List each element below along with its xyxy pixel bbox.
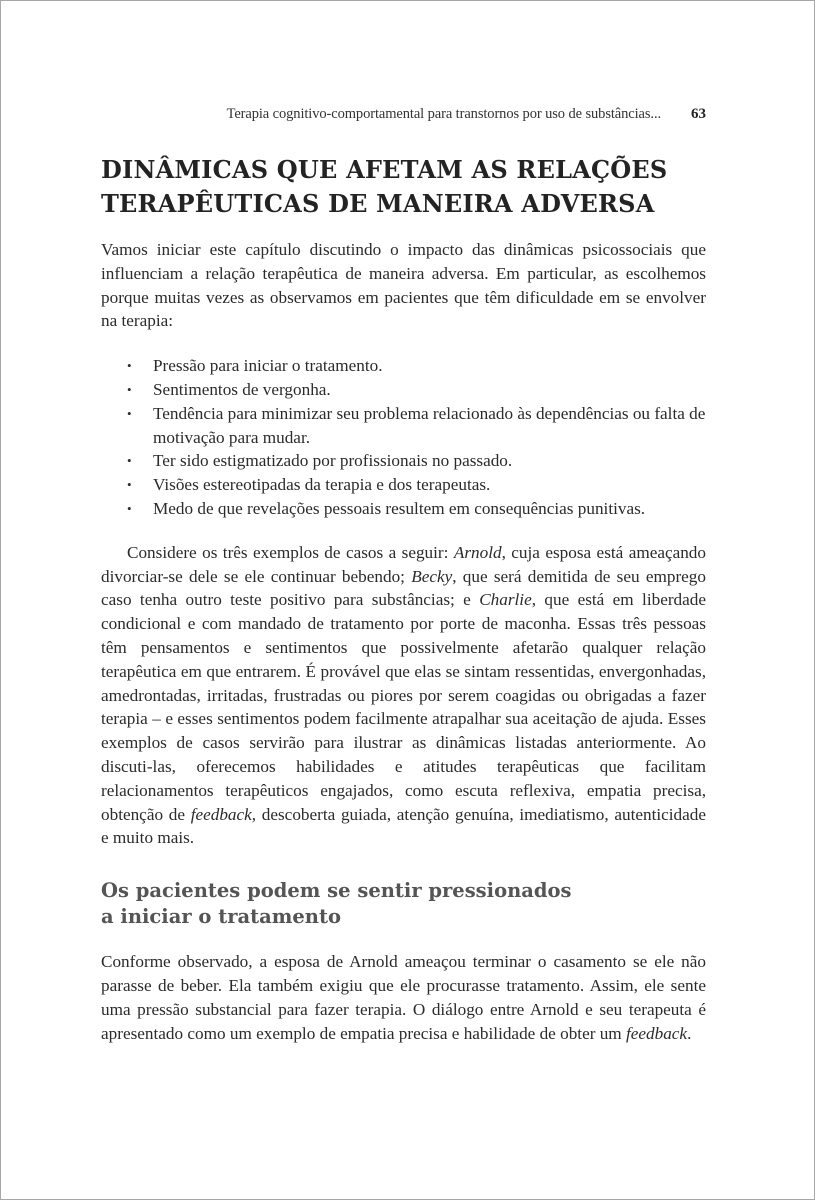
case-examples-paragraph [101, 541, 706, 850]
heading-line-1: DINÂMICAS QUE AFETAM AS RELAÇÕES [101, 155, 668, 184]
text-run: , descoberta guiada, atenção genuína, imediatismo, autenticidade e muito mais. [101, 804, 706, 848]
bullet-icon: • [127, 405, 132, 421]
bullet-icon: • [127, 453, 132, 469]
italic-term-feedback: feedback [625, 1023, 688, 1043]
bullet-icon: • [127, 500, 132, 516]
case-name-charlie: Charlie [479, 590, 532, 610]
list-item-text: Medo de que revelações pessoais resultem em consequências punitivas. [153, 498, 646, 518]
text-run: , que será demitida de seu emprego caso tenha outro teste positivo para substâncias; e [101, 566, 706, 610]
bullet-icon: • [127, 358, 132, 374]
text-run: . [687, 1023, 692, 1043]
list-item-text: Tendência para minimizar seu problema relacionado às dependências ou falta de motivação para mudar. [153, 403, 706, 447]
case-name-becky: Becky [411, 566, 453, 586]
list-item [101, 378, 706, 402]
case-name-arnold: Arnold [453, 542, 502, 562]
running-head [101, 106, 706, 123]
list-item [101, 449, 706, 473]
heading-line-2: TERAPÊUTICAS DE MANEIRA ADVERSA [101, 189, 655, 218]
page-number: 63 [691, 106, 706, 122]
list-item-text: Ter sido estigmatizado por profissionais no passado. [153, 451, 513, 471]
bullet-icon: • [127, 381, 132, 397]
text-run: , cuja esposa está ameaçando divorciar-se dele se ele continuar bebendo; [101, 542, 706, 586]
list-item-text: Visões estereotipadas da terapia e dos terapeutas. [153, 475, 491, 495]
list-item-text: Pressão para iniciar o tratamento. [153, 356, 383, 376]
subsection-heading [101, 878, 706, 930]
text-run: , que está em liberdade condicional e com mandado de tratamento por porte de maconha. Essas três pessoas têm pensamentos e sentimentos que possivelmente afetarão qualquer relação terapêutica em que entrarem. É provável que elas se sintam ressentidas, envergonhadas, amedrontadas, irritadas, frustradas ou piores por serem coagidas ou obrigadas a fazer terapia – e esses sentimentos podem facilmente atrapalhar sua aceitação de ajuda. Esses exemplos de casos servirão para ilustrar as dinâmicas listadas anteriormente. Ao discuti-las, oferecemos habilidades e atitudes terapêuticas que facilitam relacionamentos terapêuticos engajados, como escuta reflexiva, empatia precisa, obtenção de [101, 590, 706, 824]
text-run: Considere os três exemplos de casos a seguir: [127, 542, 454, 562]
page-content [101, 153, 706, 1045]
list-item [101, 402, 706, 450]
italic-term-feedback: feedback [190, 804, 252, 824]
list-item-text: Sentimentos de vergonha. [153, 379, 331, 399]
bullet-icon: • [127, 477, 132, 493]
list-item [101, 473, 706, 497]
subheading-line-1: Os pacientes podem se sentir pressionados [101, 879, 572, 903]
list-item [101, 354, 706, 378]
list-item [101, 497, 706, 521]
arnold-paragraph [101, 950, 706, 1045]
chapter-section-heading [101, 153, 706, 221]
running-head-title: Terapia cognitivo-comportamental para transtornos por uso de substâncias... [226, 106, 661, 122]
intro-paragraph: Vamos iniciar este capítulo discutindo o impacto das dinâmicas psicossociais que influenciam a relação terapêutica de maneira adversa. Em particular, as escolhemos porque muitas vezes as observamos em pacientes que têm dificuldade em se envolver na terapia: [101, 240, 706, 331]
subheading-line-2: a iniciar o tratamento [101, 905, 341, 929]
dynamics-bullet-list [101, 354, 706, 521]
text-run: Conforme observado, a esposa de Arnold ameaçou terminar o casamento se ele não parasse de beber. Ela também exigiu que ele procurasse tratamento. Assim, ele sente uma pressão substancial para fazer terapia. O diálogo entre Arnold e seu terapeuta é apresentado como um exemplo de empatia precisa e habilidade de obter um [101, 952, 706, 1043]
